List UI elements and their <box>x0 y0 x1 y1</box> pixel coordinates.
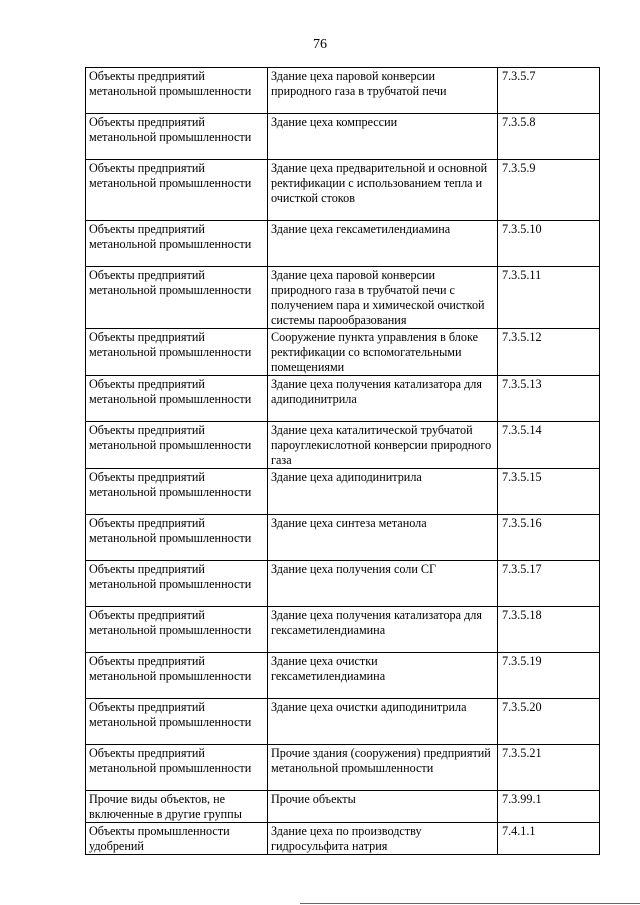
object-type-cell: Объекты предприятий метанольной промышленности <box>86 561 268 607</box>
object-type-cell: Прочие виды объектов, не включенные в другие группы <box>86 791 268 823</box>
table-row <box>86 561 600 607</box>
object-type-cell: Объекты предприятий метанольной промышленности <box>86 221 268 267</box>
object-type-cell: Объекты предприятий метанольной промышленности <box>86 653 268 699</box>
object-type-cell: Объекты предприятий метанольной промышленности <box>86 699 268 745</box>
code-cell: 7.3.5.10 <box>498 221 600 267</box>
object-type-cell: Объекты предприятий метанольной промышленности <box>86 422 268 469</box>
table-row <box>86 160 600 221</box>
table-row <box>86 699 600 745</box>
code-cell: 7.3.5.8 <box>498 114 600 160</box>
code-cell: 7.3.5.17 <box>498 561 600 607</box>
table-row <box>86 376 600 422</box>
object-type-cell: Объекты предприятий метанольной промышленности <box>86 68 268 114</box>
building-cell: Здание цеха предварительной и основной ректификации с использованием тепла и очисткой стоков <box>268 160 498 221</box>
table-row <box>86 653 600 699</box>
object-type-cell: Объекты предприятий метанольной промышленности <box>86 160 268 221</box>
code-cell: 7.4.1.1 <box>498 823 600 855</box>
code-cell: 7.3.5.15 <box>498 469 600 515</box>
building-cell: Здание цеха синтеза метанола <box>268 515 498 561</box>
table-row <box>86 515 600 561</box>
table-row <box>86 68 600 114</box>
code-cell: 7.3.5.11 <box>498 267 600 329</box>
building-cell: Здание цеха получения катализатора для адиподинитрила <box>268 376 498 422</box>
building-cell: Здание цеха очистки адиподинитрила <box>268 699 498 745</box>
building-cell: Прочие объекты <box>268 791 498 823</box>
table-row <box>86 329 600 376</box>
building-cell: Здание цеха паровой конверсии природного газа в трубчатой печи <box>268 68 498 114</box>
code-cell: 7.3.5.21 <box>498 745 600 791</box>
table-row <box>86 267 600 329</box>
table-row <box>86 422 600 469</box>
code-cell: 7.3.5.7 <box>498 68 600 114</box>
page-edge-line <box>300 903 640 904</box>
table-row <box>86 469 600 515</box>
object-type-cell: Объекты предприятий метанольной промышленности <box>86 607 268 653</box>
building-cell: Здание цеха получения соли СГ <box>268 561 498 607</box>
table-row <box>86 114 600 160</box>
page-number: 76 <box>313 37 327 52</box>
object-type-cell: Объекты предприятий метанольной промышленности <box>86 469 268 515</box>
code-cell: 7.3.5.9 <box>498 160 600 221</box>
building-cell: Здание цеха каталитической трубчатой пароуглекислотной конверсии природного газа <box>268 422 498 469</box>
building-cell: Здание цеха очистки гексаметилендиамина <box>268 653 498 699</box>
code-cell: 7.3.5.20 <box>498 699 600 745</box>
classification-table <box>85 67 600 855</box>
code-cell: 7.3.5.16 <box>498 515 600 561</box>
table-row <box>86 823 600 855</box>
table-row <box>86 745 600 791</box>
building-cell: Здание цеха по производству гидросульфита натрия <box>268 823 498 855</box>
object-type-cell: Объекты предприятий метанольной промышленности <box>86 267 268 329</box>
object-type-cell: Объекты промышленности удобрений <box>86 823 268 855</box>
object-type-cell: Объекты предприятий метанольной промышленности <box>86 114 268 160</box>
code-cell: 7.3.5.14 <box>498 422 600 469</box>
building-cell: Здание цеха паровой конверсии природного газа в трубчатой печи с получением пара и химической очисткой системы парообразования <box>268 267 498 329</box>
building-cell: Здание цеха гексаметилендиамина <box>268 221 498 267</box>
building-cell: Здание цеха получения катализатора для гексаметилендиамина <box>268 607 498 653</box>
code-cell: 7.3.5.19 <box>498 653 600 699</box>
object-type-cell: Объекты предприятий метанольной промышленности <box>86 515 268 561</box>
object-type-cell: Объекты предприятий метанольной промышленности <box>86 329 268 376</box>
building-cell: Сооружение пункта управления в блоке ректификации со вспомогательными помещениями <box>268 329 498 376</box>
table-row <box>86 791 600 823</box>
code-cell: 7.3.99.1 <box>498 791 600 823</box>
code-cell: 7.3.5.12 <box>498 329 600 376</box>
code-cell: 7.3.5.13 <box>498 376 600 422</box>
building-cell: Здание цеха адиподинитрила <box>268 469 498 515</box>
building-cell: Прочие здания (сооружения) предприятий метанольной промышленности <box>268 745 498 791</box>
building-cell: Здание цеха компрессии <box>268 114 498 160</box>
object-type-cell: Объекты предприятий метанольной промышленности <box>86 376 268 422</box>
code-cell: 7.3.5.18 <box>498 607 600 653</box>
table-row <box>86 607 600 653</box>
table-row <box>86 221 600 267</box>
object-type-cell: Объекты предприятий метанольной промышленности <box>86 745 268 791</box>
